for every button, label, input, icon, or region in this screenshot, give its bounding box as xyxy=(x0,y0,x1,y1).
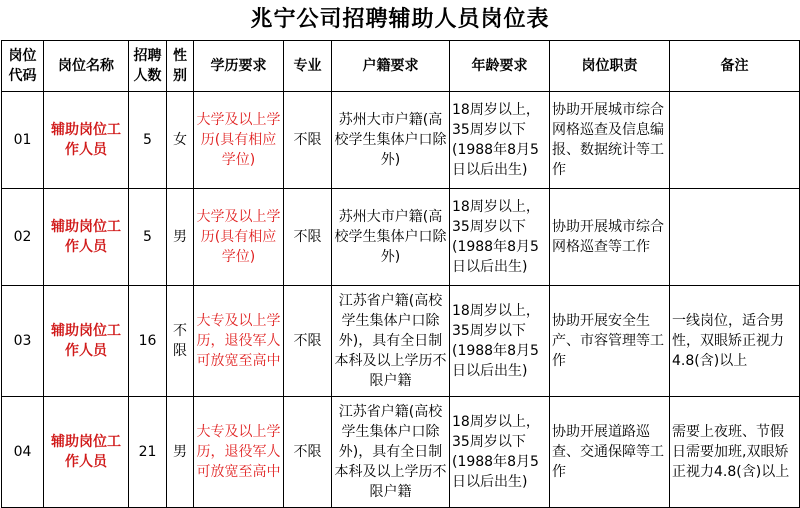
cell-hukou: 江苏省户籍(高校学生集体户口除外)，具有全日制本科及以上学历不限户籍 xyxy=(332,397,450,508)
cell-age: 18周岁以上，35周岁以下(1988年8月5日以后出生) xyxy=(450,397,550,508)
cell-gender: 男 xyxy=(167,397,194,508)
cell-note xyxy=(670,92,800,189)
table-row xyxy=(2,92,800,189)
header-education: 学历要求 xyxy=(194,41,284,92)
page-title: 兆宁公司招聘辅助人员岗位表 xyxy=(250,7,550,32)
header-code: 岗位代码 xyxy=(2,41,44,92)
cell-duty: 协助开展道路巡查、交通保障等工作 xyxy=(550,397,670,508)
cell-major: 不限 xyxy=(284,397,332,508)
table-row xyxy=(2,397,800,508)
cell-code: 01 xyxy=(2,92,44,189)
cell-hukou: 苏州大市户籍(高校学生集体户口除外) xyxy=(332,92,450,189)
cell-education: 大学及以上学历(具有相应学位) xyxy=(194,189,284,286)
header-duty: 岗位职责 xyxy=(550,41,670,92)
cell-age: 18周岁以上，35周岁以下(1988年8月5日以后出生) xyxy=(450,189,550,286)
recruitment-table xyxy=(1,40,800,508)
cell-note xyxy=(670,189,800,286)
cell-major: 不限 xyxy=(284,286,332,397)
cell-note: 一线岗位，适合男性，双眼矫正视力4.8(含)以上 xyxy=(670,286,800,397)
cell-count: 5 xyxy=(129,189,167,286)
header-major: 专业 xyxy=(284,41,332,92)
header-name: 岗位名称 xyxy=(44,41,129,92)
cell-gender: 女 xyxy=(167,92,194,189)
cell-hukou: 江苏省户籍(高校学生集体户口除外)，具有全日制本科及以上学历不限户籍 xyxy=(332,286,450,397)
cell-major: 不限 xyxy=(284,92,332,189)
cell-note: 需要上夜班、节假日需要加班,双眼矫正视力4.8(含)以上 xyxy=(670,397,800,508)
cell-position-name: 辅助岗位工作人员 xyxy=(44,189,129,286)
cell-education: 大专及以上学历，退役军人可放宽至高中 xyxy=(194,397,284,508)
header-age: 年龄要求 xyxy=(450,41,550,92)
cell-hukou: 苏州大市户籍(高校学生集体户口除外) xyxy=(332,189,450,286)
cell-position-name: 辅助岗位工作人员 xyxy=(44,286,129,397)
cell-age: 18周岁以上，35周岁以下(1988年8月5日以后出生) xyxy=(450,286,550,397)
cell-education: 大学及以上学历(具有相应学位) xyxy=(194,92,284,189)
cell-gender: 男 xyxy=(167,189,194,286)
header-note: 备注 xyxy=(670,41,800,92)
cell-education: 大专及以上学历，退役军人可放宽至高中 xyxy=(194,286,284,397)
cell-duty: 协助开展安全生产、市容管理等工作 xyxy=(550,286,670,397)
cell-major: 不限 xyxy=(284,189,332,286)
cell-count: 16 xyxy=(129,286,167,397)
cell-code: 04 xyxy=(2,397,44,508)
cell-code: 03 xyxy=(2,286,44,397)
header-hukou: 户籍要求 xyxy=(332,41,450,92)
cell-count: 21 xyxy=(129,397,167,508)
cell-age: 18周岁以上，35周岁以下(1988年8月5日以后出生) xyxy=(450,92,550,189)
header-gender: 性别 xyxy=(167,41,194,92)
cell-gender: 不限 xyxy=(167,286,194,397)
cell-count: 5 xyxy=(129,92,167,189)
table-header-row xyxy=(2,41,800,92)
cell-duty: 协助开展城市综合网格巡查及信息编报、数据统计等工作 xyxy=(550,92,670,189)
cell-position-name: 辅助岗位工作人员 xyxy=(44,397,129,508)
table-row xyxy=(2,189,800,286)
cell-code: 02 xyxy=(2,189,44,286)
cell-position-name: 辅助岗位工作人员 xyxy=(44,92,129,189)
cell-duty: 协助开展城市综合网格巡查等工作 xyxy=(550,189,670,286)
header-count: 招聘人数 xyxy=(129,41,167,92)
table-row xyxy=(2,286,800,397)
